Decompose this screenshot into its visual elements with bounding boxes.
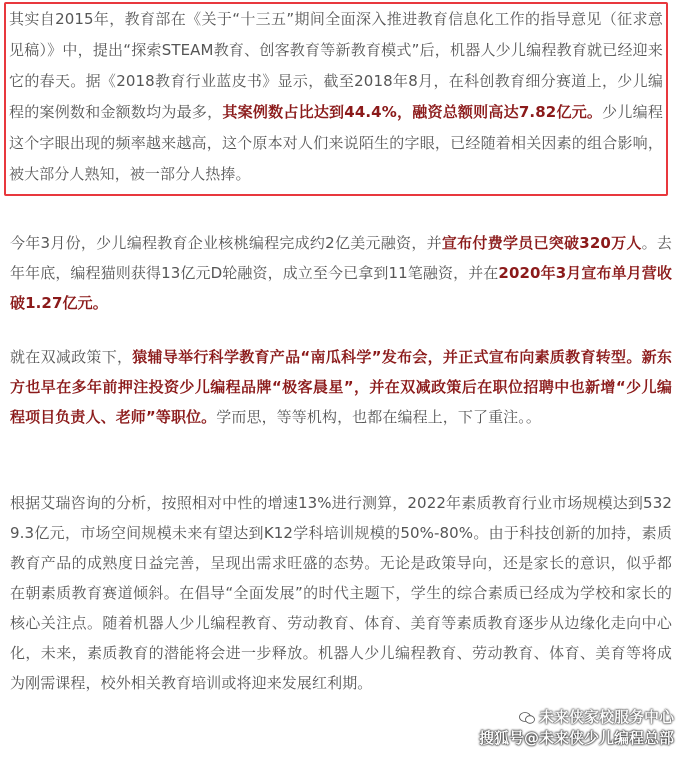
paragraph-2-highlight-a: 宣布付费学员已突破320万人 xyxy=(441,234,642,252)
wechat-icon xyxy=(519,712,535,724)
paragraph-1-text-b: 少儿编程这个字眼出现的频率越来越高，这个原本对人们来说陌生的字眼，已经随着相关因素的组合影响，被大部分人熟知，被一部分人热捧。 xyxy=(9,103,663,183)
watermark-line-1-text: 未来侠家校服务中心 xyxy=(538,708,674,726)
paragraph-3-highlight: 猿辅导举行科学教育产品“南瓜科学”发布会，并正式宣布向素质教育转型。新东方也早在多年前押注投资少儿编程品牌“极客晨星”，并在双减政策后在职位招聘中也新增“少儿编程项目负责人、老师”等职位。 xyxy=(10,348,672,426)
paragraph-4 xyxy=(10,488,672,698)
paragraph-2-text-a: 今年3月份，少儿编程教育企业核桃编程完成约2亿美元融资，并 xyxy=(10,234,442,252)
highlighted-paragraph-box xyxy=(4,2,668,196)
paragraph-3 xyxy=(10,342,672,432)
paragraph-3-text-b: 学而思，等等机构，也都在编程上，下了重注。。 xyxy=(216,408,541,426)
paragraph-1 xyxy=(9,4,663,190)
watermark xyxy=(474,707,674,751)
paragraph-1-text-a: 其实自2015年，教育部在《关于“十三五”期间全面深入推进教育信息化工作的指导意见（征求意见稿）》中，提出“探索STEAM教育、创客教育等新教育模式”后，机器人少儿编程教育就已经迎来它的春天。据《2018教育行业蓝皮书》显示，截至2018年8月，在科创教育细分赛道上，少儿编程的案例数和金额数均为最多， xyxy=(9,10,663,121)
paragraph-1-highlight: 其案例数占比达到44.4%，融资总额则高达7.82亿元。 xyxy=(222,103,603,121)
paragraph-3-text-a: 就在双减政策下， xyxy=(10,348,133,366)
watermark-line-1 xyxy=(474,707,674,727)
paragraph-2-highlight-b: 2020年3月宣布单月营收破1.27亿元。 xyxy=(10,264,672,312)
paragraph-2 xyxy=(10,228,672,318)
paragraph-4-text: 根据艾瑞咨询的分析，按照相对中性的增速13%进行测算，2022年素质教育行业市场规模达到5329.3亿元，市场空间规模未来有望达到K12学科培训规模的50%-80%。由于科技创新的加持，素质教育产品的成熟度日益完善，呈现出需求旺盛的态势。无论是政策导向，还是家长的意识，似乎都在朝素质教育赛道倾斜。在倡导“全面发展”的时代主题下，学生的综合素质已经成为学校和家长的核心关注点。随着机器人少儿编程教育、劳动教育、体育、美育等素质教育逐步从边缘化走向中心化，未来，素质教育的潜能将会进一步释放。机器人少儿编程教育、劳动教育、体育、美育等将成为刚需课程，校外相关教育培训或将迎来发展红利期。 xyxy=(10,494,672,692)
watermark-line-2: 搜狐号@未来侠少儿编程总部 xyxy=(478,729,674,747)
paragraph-2-text-b: 。去年年底，编程猫则获得13亿元D轮融资，成立至今已拿到11笔融资，并在 xyxy=(10,234,672,282)
